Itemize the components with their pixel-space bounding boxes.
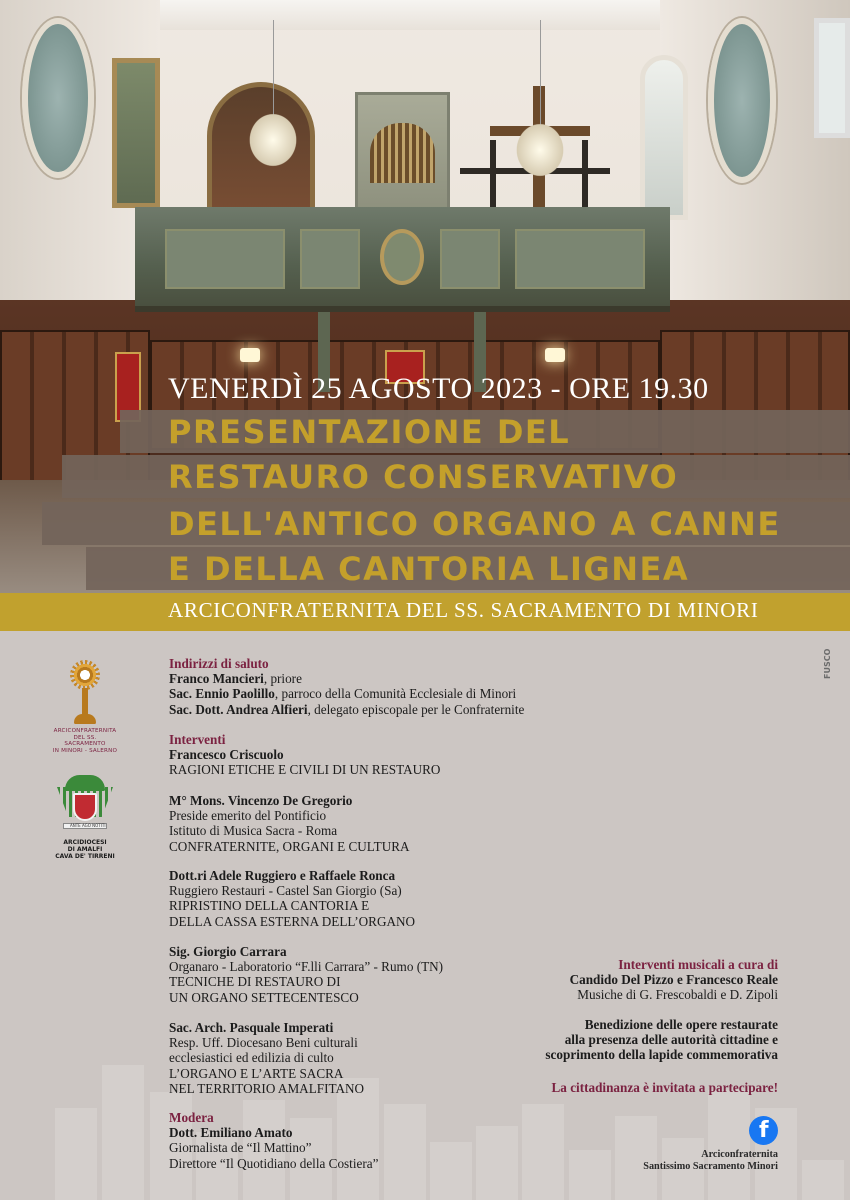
wooden-choir-loft [135, 207, 670, 312]
facebook-icon[interactable]: f [749, 1116, 778, 1145]
speaker-role: , priore [263, 671, 302, 687]
chandelier-chain-right [540, 20, 541, 125]
talk-item [169, 868, 415, 929]
blessing-section [545, 1017, 778, 1063]
talk-line: UN ORGANO SETTECENTESCO [169, 989, 359, 1005]
logo-caption-line: ARCICONFRATERNITA [53, 728, 117, 734]
music-heading: Interventi musicali a cura di [618, 957, 778, 972]
music-section [570, 957, 778, 1003]
speaker-role: , parroco della Comunità Ecclesiale di Minori [274, 686, 517, 702]
facebook-caption [643, 1149, 778, 1173]
invitation-section [552, 1080, 778, 1095]
organ-pipes [370, 123, 435, 183]
greetings-heading: Indirizzi di saluto [169, 656, 269, 671]
dark-cross-right [582, 140, 588, 210]
greetings-section [169, 656, 524, 717]
talk-line: L’ORGANO E L’ARTE SACRA [169, 1065, 344, 1081]
organizer-name: ARCICONFRATERNITA DEL SS. SACRAMENTO DI MINORI [168, 598, 759, 622]
title-band-4 [86, 547, 850, 590]
greeting-item [169, 702, 524, 717]
talk-line: RAGIONI ETICHE E CIVILI DI UN RESTAURO [169, 762, 441, 778]
speaker-name: Franco Mancieri [169, 671, 264, 687]
moderator-name: Dott. Emiliano Amato [169, 1125, 293, 1141]
talk-line: Ruggiero Restauri - Castel San Giorgio (Sa) [169, 883, 402, 899]
title-line-2: RESTAURO CONSERVATIVO [168, 458, 679, 496]
talk-line: CONFRATERNITE, ORGANI E CULTURA [169, 838, 410, 854]
dark-cross-left [490, 140, 496, 210]
logo-caption-line: IN MINORI - SALERNO [52, 747, 118, 754]
skyline-building [802, 1160, 844, 1200]
title-line-1: PRESENTAZIONE DEL [168, 413, 571, 451]
title-band-2 [62, 455, 850, 498]
facebook-caption-line: Santissimo Sacramento Minori [643, 1161, 778, 1172]
wall-lamp [240, 348, 260, 362]
speaker-role: , delegato episcopale per le Confraternite [307, 701, 525, 717]
chandelier-right [513, 120, 567, 180]
logo-caption-line: DEL SS. SACRAMENTO [64, 734, 106, 747]
talk-line: ecclesiastici ed edilizia di culto [169, 1050, 334, 1066]
talks-section [169, 732, 440, 778]
talk-line: Organaro - Laboratorio “F.lli Carrara” - Rumo (TN) [169, 959, 444, 975]
skyline-building [55, 1108, 97, 1200]
facebook-caption-line: Arciconfraternita [701, 1149, 778, 1160]
moderator-section [169, 1110, 378, 1171]
chandelier-chain-left [273, 20, 274, 115]
greeting-item [169, 686, 524, 701]
blessing-line: scoprimento della lapide commemorativa [545, 1047, 778, 1063]
invitation-text: La cittadinanza è invitata a partecipare! [551, 1080, 778, 1095]
diocese-caption-line: CAVA DE' TIRRENI [55, 853, 115, 860]
moderator-heading: Modera [169, 1110, 214, 1125]
talk-line: TECNICHE DI RESTAURO DI [169, 974, 341, 990]
painting-left-wall [112, 58, 160, 208]
diocese-coat-of-arms [52, 775, 118, 865]
greeting-item [169, 671, 524, 686]
loft-panel [165, 229, 285, 289]
speaker-name: Sac. Ennio Paolillo [169, 686, 275, 702]
talk-line: NEL TERRITORIO AMALFITANO [169, 1080, 365, 1096]
speaker-name: Sig. Giorgio Carrara [169, 944, 287, 959]
diocese-caption-line: ARCIDIOCESI [63, 839, 107, 846]
skyline-building [102, 1065, 144, 1200]
organizer-bar [0, 593, 850, 631]
skyline-building [384, 1104, 426, 1200]
diocese-motto: ANTE AGO NOTITI [70, 823, 106, 828]
designer-credit: FUSCO [823, 648, 832, 679]
talk-item [169, 793, 410, 854]
organ-case [355, 92, 450, 212]
bishop-shield-icon [57, 775, 113, 833]
loft-medallion [380, 229, 424, 285]
talks-heading: Interventi [169, 732, 226, 747]
title-line-3: DELL'ANTICO ORGANO A CANNE [168, 505, 781, 543]
fresco-oval-right [708, 18, 776, 183]
title-line-4: E DELLA CANTORIA LIGNEA [168, 550, 690, 588]
event-date-time: VENERDÌ 25 AGOSTO 2023 - ORE 19.30 [168, 372, 709, 405]
skyline-building [522, 1104, 564, 1200]
wall-lamp [545, 348, 565, 362]
chandelier-left [246, 110, 300, 170]
talk-item [169, 944, 443, 1005]
arched-window [640, 55, 688, 220]
blessing-line: Benedizione delle opere restaurate [584, 1017, 778, 1032]
skyline-building [708, 1090, 750, 1200]
talk-item [169, 747, 440, 777]
talk-line: Istituto di Musica Sacra - Roma [169, 823, 338, 839]
moderator-line: Giornalista de “Il Mattino” [169, 1140, 312, 1156]
talk-line: Preside emerito del Pontificio [169, 808, 327, 824]
speaker-name: Francesco Criscuolo [169, 747, 284, 763]
diocese-caption-line: DI AMALFI [67, 846, 103, 853]
skyline-building [430, 1142, 472, 1200]
confraternity-logo-caption [52, 728, 118, 754]
music-performers: Candido Del Pizzo e Francesco Reale [569, 972, 778, 988]
fresco-oval-left [22, 18, 94, 178]
diocese-caption [52, 839, 118, 860]
music-works: Musiche di G. Frescobaldi e D. Zipoli [577, 987, 778, 1003]
talk-item [169, 1020, 364, 1096]
title-band-3 [42, 502, 850, 545]
speaker-name: Sac. Arch. Pasquale Imperati [169, 1020, 334, 1035]
talk-line: DELLA CASSA ESTERNA DELL’ORGANO [169, 913, 416, 929]
title-band-1 [120, 410, 850, 453]
loft-panel [515, 229, 645, 289]
skyline-building [476, 1126, 518, 1200]
loft-panel [300, 229, 360, 289]
speaker-name: M° Mons. Vincenzo De Gregorio [169, 793, 353, 808]
window-right [814, 18, 850, 138]
monstrance-icon [70, 660, 100, 728]
blessing-line: alla presenza delle autorità cittadine e [564, 1032, 778, 1048]
talk-line: RIPRISTINO DELLA CANTORIA E [169, 898, 370, 914]
talk-line: Resp. Uff. Diocesano Beni culturali [169, 1035, 358, 1051]
confraternity-logo [52, 660, 118, 758]
loft-panel [440, 229, 500, 289]
skyline-building [569, 1150, 611, 1200]
moderator-line: Direttore “Il Quotidiano della Costiera” [169, 1155, 379, 1171]
speaker-name: Sac. Dott. Andrea Alfieri [169, 701, 308, 717]
speaker-name: Dott.ri Adele Ruggiero e Raffaele Ronca [169, 868, 396, 883]
